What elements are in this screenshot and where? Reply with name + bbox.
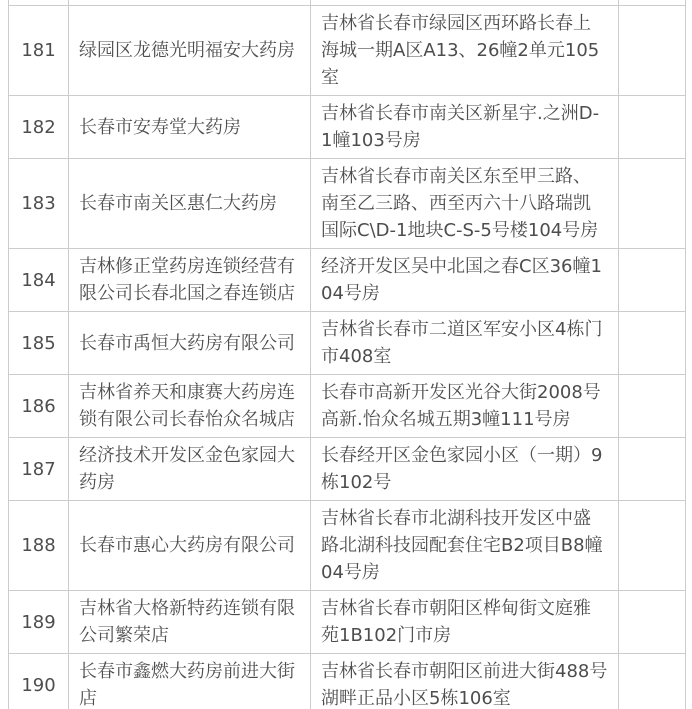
blank-cell bbox=[619, 249, 686, 312]
row-number: 184 bbox=[21, 269, 56, 291]
row-number-cell bbox=[9, 312, 69, 375]
pharmacy-name-cell bbox=[69, 654, 311, 709]
row-number-cell bbox=[9, 159, 69, 249]
row-number: 182 bbox=[21, 116, 56, 138]
pharmacy-name: 长春市惠心大药房有限公司 bbox=[79, 535, 295, 556]
pharmacy-name-cell bbox=[69, 501, 311, 591]
pharmacy-address: 吉林省长春市朝阳区桦甸街文庭雅苑1B102门市房 bbox=[321, 598, 591, 646]
row-number: 190 bbox=[21, 674, 56, 696]
address-cell bbox=[311, 591, 619, 654]
pharmacy-name: 经济技术开发区金色家园大药房 bbox=[79, 445, 295, 493]
table-row bbox=[9, 438, 686, 501]
pharmacy-address: 吉林省长春市绿园区西环路长春上海城一期A区A13、26幢2单元105室 bbox=[321, 13, 600, 88]
blank-cell bbox=[619, 501, 686, 591]
pharmacy-address: 长春市高新开发区光谷大街2008号高新.怡众名城五期3幢111号房 bbox=[321, 382, 601, 430]
row-number: 187 bbox=[21, 458, 56, 480]
pharmacy-name: 吉林省大格新特药连锁有限公司繁荣店 bbox=[79, 598, 295, 646]
table-row bbox=[9, 96, 686, 159]
pharmacy-name-cell bbox=[69, 249, 311, 312]
row-number-cell bbox=[9, 249, 69, 312]
blank-cell bbox=[619, 6, 686, 96]
table-row bbox=[9, 375, 686, 438]
address-cell bbox=[311, 6, 619, 96]
pharmacy-name: 绿园区龙德光明福安大药房 bbox=[79, 40, 295, 61]
pharmacy-address: 长春经开区金色家园小区（一期）9栋102号 bbox=[321, 445, 603, 493]
pharmacy-name-cell bbox=[69, 438, 311, 501]
address-cell bbox=[311, 159, 619, 249]
table-row bbox=[9, 159, 686, 249]
table-row bbox=[9, 6, 686, 96]
table-body bbox=[9, 0, 686, 709]
address-cell bbox=[311, 312, 619, 375]
address-cell bbox=[311, 654, 619, 709]
table-row bbox=[9, 312, 686, 375]
address-cell bbox=[311, 501, 619, 591]
blank-cell bbox=[619, 312, 686, 375]
row-number-cell bbox=[9, 501, 69, 591]
pharmacy-name: 长春市鑫燃大药房前进大街店 bbox=[79, 661, 295, 709]
pharmacy-name: 长春市南关区惠仁大药房 bbox=[79, 193, 277, 214]
row-number-cell bbox=[9, 591, 69, 654]
row-number: 188 bbox=[21, 535, 56, 556]
table-row bbox=[9, 591, 686, 654]
pharmacy-name: 长春市安寿堂大药房 bbox=[79, 116, 241, 138]
pharmacy-name-cell bbox=[69, 591, 311, 654]
blank-cell bbox=[619, 159, 686, 249]
table-row bbox=[9, 249, 686, 312]
pharmacy-name-cell bbox=[69, 96, 311, 159]
address-cell bbox=[311, 96, 619, 159]
row-number: 189 bbox=[21, 611, 56, 633]
pharmacy-name-cell bbox=[69, 312, 311, 375]
pharmacy-address: 吉林省长春市二道区军安小区4栋门市408室 bbox=[321, 319, 603, 367]
blank-cell bbox=[619, 591, 686, 654]
pharmacy-name-cell bbox=[69, 6, 311, 96]
address-cell bbox=[311, 249, 619, 312]
row-number-cell bbox=[9, 654, 69, 709]
pharmacy-name: 长春市禹恒大药房有限公司 bbox=[79, 332, 295, 354]
pharmacy-address: 经济开发区吴中北国之春C区36幢104号房 bbox=[321, 256, 602, 304]
table-row bbox=[9, 501, 686, 591]
pharmacy-name-cell bbox=[69, 159, 311, 249]
row-number-cell bbox=[9, 438, 69, 501]
pharmacy-name: 吉林修正堂药房连锁经营有限公司长春北国之春连锁店 bbox=[79, 256, 295, 304]
row-number: 185 bbox=[21, 332, 56, 354]
row-number-cell bbox=[9, 96, 69, 159]
table-row bbox=[9, 654, 686, 709]
pharmacy-table bbox=[8, 0, 686, 709]
pharmacy-address: 吉林省长春市南关区东至甲三路、南至乙三路、西至丙六十八路瑞凯国际C\D-1地块C-S-5号楼104号房 bbox=[321, 166, 599, 241]
pharmacy-name-cell bbox=[69, 375, 311, 438]
blank-cell bbox=[619, 375, 686, 438]
blank-cell bbox=[619, 654, 686, 709]
row-number-cell bbox=[9, 6, 69, 96]
row-number: 181 bbox=[21, 40, 56, 61]
blank-cell bbox=[619, 438, 686, 501]
row-number: 186 bbox=[21, 395, 56, 417]
blank-cell bbox=[619, 96, 686, 159]
row-number: 183 bbox=[21, 193, 56, 214]
row-number-cell bbox=[9, 375, 69, 438]
pharmacy-address: 吉林省长春市朝阳区前进大街488号湖畔正品小区5栋106室 bbox=[321, 661, 608, 709]
address-cell bbox=[311, 438, 619, 501]
pharmacy-name: 吉林省养天和康赛大药房连锁有限公司长春怡众名城店 bbox=[79, 382, 295, 430]
address-cell bbox=[311, 375, 619, 438]
pharmacy-address: 吉林省长春市南关区新星宇.之洲D-1幢103号房 bbox=[321, 103, 600, 151]
pharmacy-address: 吉林省长春市北湖科技开发区中盛路北湖科技园配套住宅B2项目B8幢04号房 bbox=[321, 508, 603, 583]
